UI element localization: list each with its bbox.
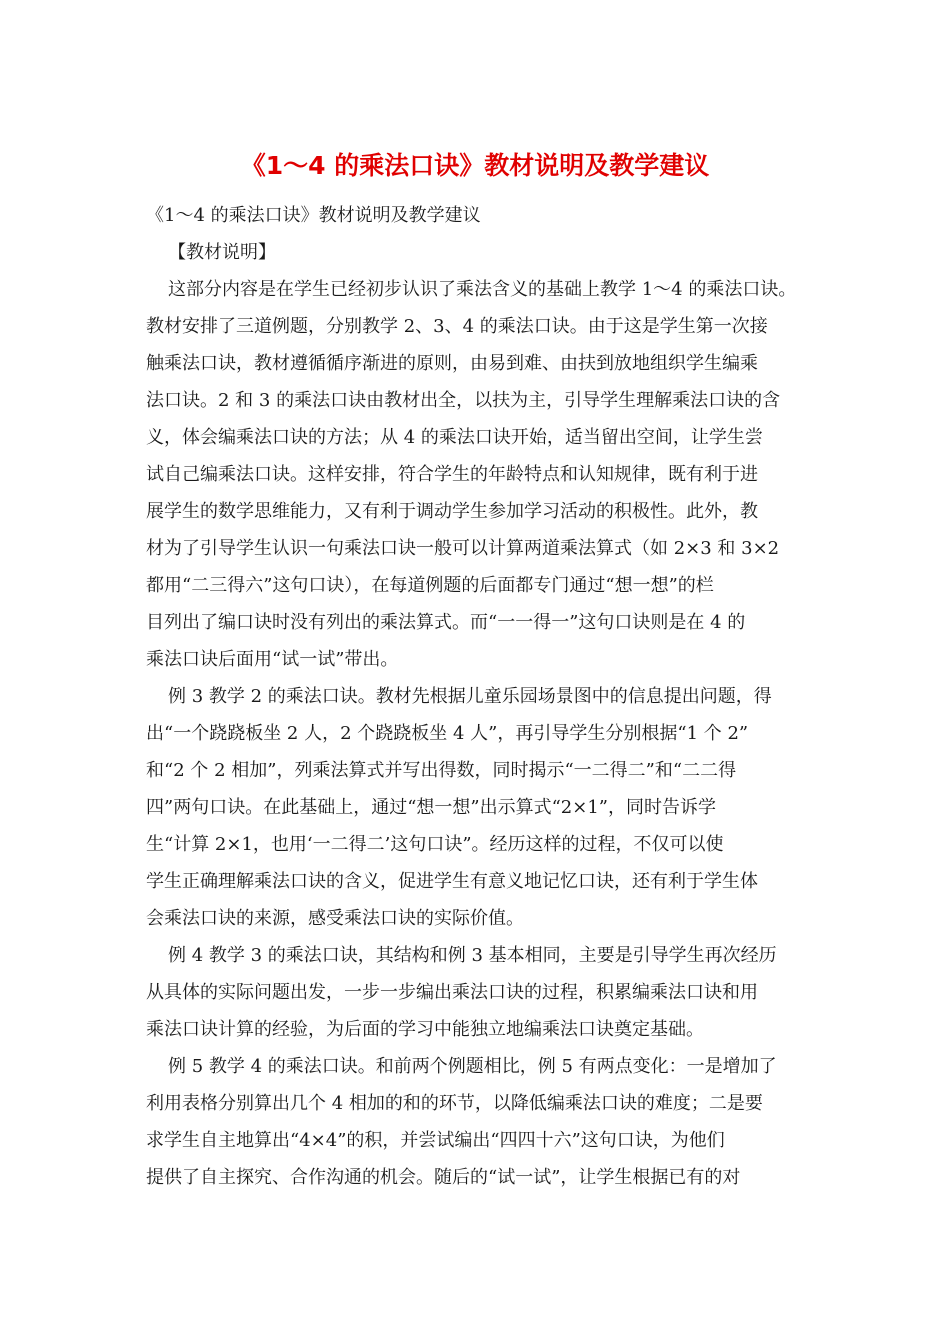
paragraph-line: 这部分内容是在学生已经初步认识了乘法含义的基础上教学 1～4 的乘法口诀。: [168, 279, 797, 300]
paragraph-line: 展学生的数学思维能力，又有利于调动学生参加学习活动的积极性。此外，教: [146, 501, 758, 522]
paragraph-line: 义，体会编乘法口诀的方法；从 4 的乘法口诀开始，适当留出空间，让学生尝: [146, 427, 763, 448]
paragraph-line: 目列出了编口诀时没有列出的乘法算式。而“一一得一”这句口诀则是在 4 的: [146, 612, 746, 633]
paragraph-line: 四”两句口诀。在此基础上，通过“想一想”出示算式“2×1”，同时告诉学: [146, 797, 716, 818]
section-heading: 【教材说明】: [168, 242, 276, 263]
paragraph-line: 材为了引导学生认识一句乘法口诀一般可以计算两道乘法算式（如 2×3 和 3×2: [146, 538, 780, 559]
paragraph-line: 和“2 个 2 相加”，列乘法算式并写出得数，同时揭示“一二得二”和“二二得: [146, 760, 737, 781]
paragraph-line: 触乘法口诀，教材遵循循序渐进的原则，由易到难、由扶到放地组织学生编乘: [146, 353, 758, 374]
paragraph-line: 例 4 教学 3 的乘法口诀，其结构和例 3 基本相同，主要是引导学生再次经历: [168, 945, 777, 966]
paragraph-line: 法口诀。2 和 3 的乘法口诀由教材出全，以扶为主，引导学生理解乘法口诀的含: [146, 390, 781, 411]
paragraph-line: 试自己编乘法口诀。这样安排，符合学生的年龄特点和认知规律，既有利于进: [146, 464, 758, 485]
paragraph-line: 学生正确理解乘法口诀的含义，促进学生有意义地记忆口诀，还有利于学生体: [146, 871, 758, 892]
paragraph-line: 利用表格分别算出几个 4 相加的和的环节，以降低编乘法口诀的难度；二是要: [146, 1093, 763, 1114]
paragraph-line: 求学生自主地算出“4×4”的积，并尝试编出“四四十六”这句口诀，为他们: [146, 1130, 725, 1151]
subtitle-line: 《1～4 的乘法口诀》教材说明及教学建议: [146, 205, 481, 226]
paragraph-line: 会乘法口诀的来源，感受乘法口诀的实际价值。: [146, 908, 524, 929]
document-body: [146, 197, 826, 1196]
paragraph-line: 从具体的实际问题出发，一步一步编出乘法口诀的过程，积累编乘法口诀和用: [146, 982, 758, 1003]
paragraph-line: 乘法口诀后面用“试一试”带出。: [146, 649, 399, 670]
paragraph-line: 教材安排了三道例题，分别教学 2、3、4 的乘法口诀。由于这是学生第一次接: [146, 316, 768, 337]
paragraph-line: 例 3 教学 2 的乘法口诀。教材先根据儿童乐园场景图中的信息提出问题，得: [168, 686, 772, 707]
paragraph-line: 提供了自主探究、合作沟通的机会。随后的“试一试”，让学生根据已有的对: [146, 1167, 741, 1188]
document-title: 《1～4 的乘法口诀》教材说明及教学建议: [240, 151, 710, 180]
paragraph-line: 出“一个跷跷板坐 2 人，2 个跷跷板坐 4 人”，再引导学生分别根据“1 个 2”: [146, 723, 749, 744]
paragraph-line: 都用“二三得六”这句口诀），在每道例题的后面都专门通过“想一想”的栏: [146, 575, 714, 596]
paragraph-line: 乘法口诀计算的经验，为后面的学习中能独立地编乘法口诀奠定基础。: [146, 1019, 704, 1040]
paragraph-line: 例 5 教学 4 的乘法口诀。和前两个例题相比，例 5 有两点变化：一是增加了: [168, 1056, 777, 1077]
paragraph-line: 生“计算 2×1，也用‘一二得二’这句口诀”。经历这样的过程，不仅可以使: [146, 834, 724, 855]
